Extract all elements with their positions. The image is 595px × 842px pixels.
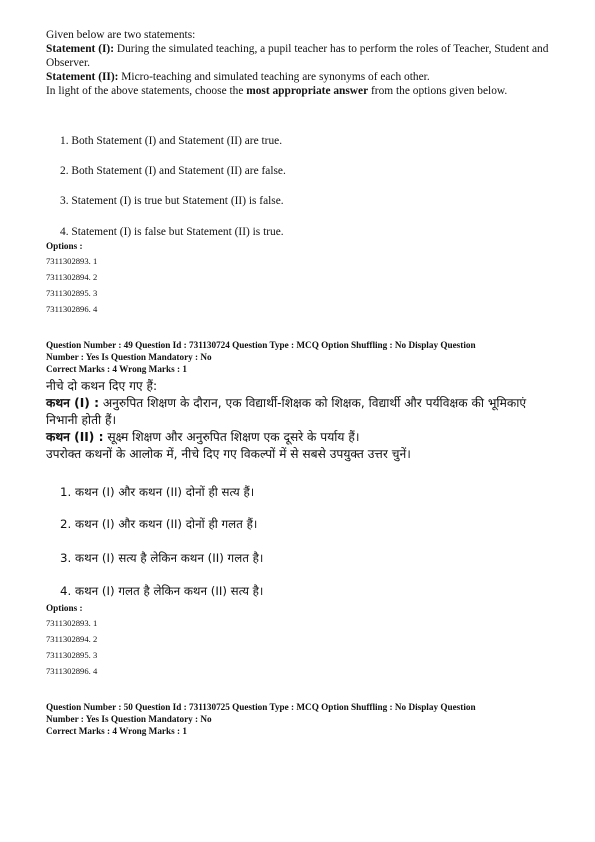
q48-statement-2-label: Statement (II): (46, 71, 119, 83)
q49-option-code-1: 7311302893. 1 (46, 618, 98, 628)
q49-option-code-3: 7311302895. 3 (46, 650, 98, 660)
q48-prompt (46, 84, 561, 98)
q49-option-4: 4. कथन (I) गलत है लेकिन कथन (II) सत्य है। (60, 584, 264, 598)
q49-meta-line-1: Question Number : 49 Question Id : 731130724 Question Type : MCQ Option Shuffling : No Display Question (46, 340, 476, 350)
q49-hindi-intro: नीचे दो कथन दिए गए हैं: (46, 379, 158, 393)
q49-option-3: 3. कथन (I) सत्य है लेकिन कथन (II) गलत है। (60, 551, 264, 565)
q49-options-label: Options : (46, 603, 83, 613)
q48-statement-2-text: Micro-teaching and simulated teaching are synonyms of each other. (118, 71, 430, 83)
q49-option-1: 1. कथन (I) और कथन (II) दोनों ही सत्य हैं। (60, 485, 255, 499)
q48-statement-1-label: Statement (I): (46, 43, 115, 55)
q49-meta (46, 339, 561, 375)
q48-statement-2 (46, 70, 561, 84)
q48-statement-1-text: During the simulated teaching, a pupil teacher has to perform the roles of Teacher, Student and Observer. (46, 43, 549, 69)
q48-option-1: 1. Both Statement (I) and Statement (II) are true. (60, 135, 283, 147)
q49-hindi-statement-1-text: अनुरुपित शिक्षण के दौरान, एक विद्यार्थी-शिक्षक को शिक्षक, विद्यार्थी और पर्यविक्षक की भूमिकाएं निभानी होती हैं। (46, 396, 527, 427)
q48-option-4: 4. Statement (I) is false but Statement (II) is true. (60, 226, 284, 238)
q49-meta-line-2: Number : Yes Is Question Mandatory : No (46, 352, 212, 362)
q48-option-2: 2. Both Statement (I) and Statement (II) are false. (60, 165, 286, 177)
q49-hindi-statement-2 (46, 429, 561, 446)
q48-statement-1 (46, 42, 561, 70)
q48-option-code-4: 7311302896. 4 (46, 304, 98, 314)
q48-intro: Given below are two statements: (46, 29, 196, 41)
q50-meta (46, 701, 561, 737)
q48-stem (46, 28, 561, 98)
q48-prompt-bold: most appropriate answer (246, 85, 369, 97)
q49-hindi-statement-2-label: कथन (II) : (46, 430, 104, 444)
q49-meta-line-3: Correct Marks : 4 Wrong Marks : 1 (46, 364, 187, 374)
q48-option-code-2: 7311302894. 2 (46, 272, 98, 282)
q49-option-code-4: 7311302896. 4 (46, 666, 98, 676)
q49-hindi-statement-1-label: कथन (I) : (46, 396, 99, 410)
q48-prompt-pre: In light of the above statements, choose the (46, 85, 247, 97)
q49-hindi-statement-1 (46, 395, 561, 429)
q49-hindi-prompt: उपरोक्त कथनों के आलोक में, नीचे दिए गए विकल्पों में से सबसे उपयुक्त उत्तर चुनें। (46, 447, 411, 461)
q50-meta-line-3: Correct Marks : 4 Wrong Marks : 1 (46, 726, 187, 736)
q50-meta-line-2: Number : Yes Is Question Mandatory : No (46, 714, 212, 724)
q49-option-code-2: 7311302894. 2 (46, 634, 98, 644)
q48-option-code-1: 7311302893. 1 (46, 256, 98, 266)
q50-meta-line-1: Question Number : 50 Question Id : 731130725 Question Type : MCQ Option Shuffling : No Display Question (46, 702, 476, 712)
q48-option-code-3: 7311302895. 3 (46, 288, 98, 298)
q49-hindi-statement-2-text: सूक्ष्म शिक्षण और अनुरुपित शिक्षण एक दूसरे के पर्याय हैं। (103, 430, 360, 444)
q48-prompt-post: from the options given below. (368, 85, 508, 97)
q49-stem-hindi (46, 378, 561, 463)
q48-option-3: 3. Statement (I) is true but Statement (II) is false. (60, 195, 284, 207)
q49-option-2: 2. कथन (I) और कथन (II) दोनों ही गलत हैं। (60, 517, 258, 531)
q48-options-label: Options : (46, 241, 83, 251)
